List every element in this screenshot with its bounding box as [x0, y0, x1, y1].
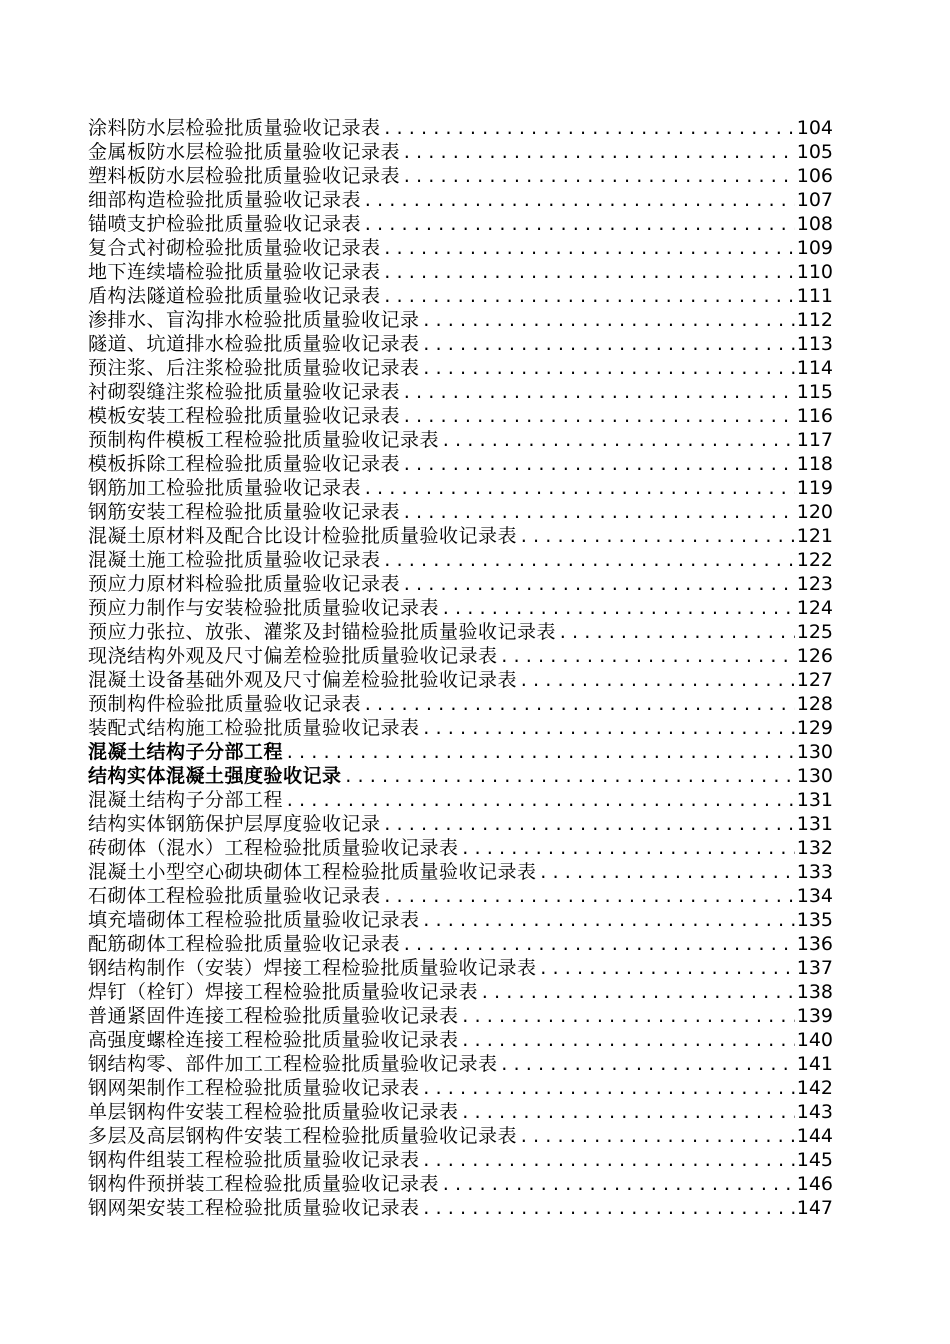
toc-entry-page-number: 139: [796, 1005, 833, 1027]
toc-entry-page-number: 136: [796, 933, 833, 955]
toc-entry-page-number: 141: [796, 1053, 833, 1075]
toc-entry[interactable]: [88, 1076, 833, 1100]
toc-entry[interactable]: [88, 596, 833, 620]
toc-entry-title: 钢网架安装工程检验批质量验收记录表: [88, 1197, 420, 1219]
toc-dot-leader: [422, 309, 795, 332]
toc-entry-page-number: 124: [796, 597, 833, 619]
toc-entry-page-number: 129: [796, 717, 833, 739]
toc-entry-title: 复合式衬砌检验批质量验收记录表: [88, 237, 381, 259]
toc-entry[interactable]: [88, 284, 833, 308]
table-of-contents: [88, 116, 833, 1220]
toc-entry-page-number: 132: [796, 837, 833, 859]
toc-entry-title: 涂料防水层检验批质量验收记录表: [88, 117, 381, 139]
toc-dot-leader: [422, 1149, 795, 1172]
toc-dot-leader: [383, 813, 795, 836]
toc-entry[interactable]: [88, 1004, 833, 1028]
toc-entry-title: 现浇结构外观及尺寸偏差检验批质量验收记录表: [88, 645, 498, 667]
toc-entry[interactable]: [88, 980, 833, 1004]
toc-dot-leader: [383, 885, 795, 908]
toc-dot-leader: [519, 1125, 795, 1148]
toc-dot-leader: [363, 477, 795, 500]
toc-dot-leader: [402, 573, 795, 596]
toc-dot-leader: [422, 909, 795, 932]
toc-entry[interactable]: [88, 452, 833, 476]
toc-entry-page-number: 110: [796, 261, 833, 283]
toc-dot-leader: [363, 213, 795, 236]
toc-entry[interactable]: [88, 908, 833, 932]
toc-entry-title: 钢构件组装工程检验批质量验收记录表: [88, 1149, 420, 1171]
toc-entry-page-number: 126: [796, 645, 833, 667]
toc-dot-leader: [285, 789, 795, 812]
toc-dot-leader: [402, 165, 795, 188]
toc-entry[interactable]: [88, 428, 833, 452]
toc-entry[interactable]: [88, 884, 833, 908]
toc-entry[interactable]: [88, 1100, 833, 1124]
toc-entry-title: 预应力原材料检验批质量验收记录表: [88, 573, 401, 595]
toc-entry-title: 石砌体工程检验批质量验收记录表: [88, 885, 381, 907]
toc-entry-page-number: 119: [796, 477, 833, 499]
toc-entry[interactable]: [88, 188, 833, 212]
toc-entry-page-number: 106: [796, 165, 833, 187]
toc-entry-title: 模板拆除工程检验批质量验收记录表: [88, 453, 401, 475]
toc-dot-leader: [383, 117, 795, 140]
toc-entry-page-number: 113: [796, 333, 833, 355]
toc-dot-leader: [480, 981, 795, 1004]
toc-dot-leader: [539, 957, 795, 980]
toc-dot-leader: [383, 549, 795, 572]
toc-entry-page-number: 135: [796, 909, 833, 931]
toc-entry-title: 结构实体钢筋保护层厚度验收记录: [88, 813, 381, 835]
toc-entry-page-number: 147: [796, 1197, 833, 1219]
toc-entry-page-number: 118: [796, 453, 833, 475]
toc-entry-page-number: 131: [796, 813, 833, 835]
toc-entry-title: 预注浆、后注浆检验批质量验收记录表: [88, 357, 420, 379]
toc-entry-title: 塑料板防水层检验批质量验收记录表: [88, 165, 401, 187]
toc-dot-leader: [363, 189, 795, 212]
toc-entry-page-number: 121: [796, 525, 833, 547]
toc-dot-leader: [422, 717, 795, 740]
toc-entry[interactable]: [88, 740, 833, 764]
toc-entry-title: 单层钢构件安装工程检验批质量验收记录表: [88, 1101, 459, 1123]
toc-entry-title: 高强度螺栓连接工程检验批质量验收记录表: [88, 1029, 459, 1051]
toc-entry-title: 隧道、坑道排水检验批质量验收记录表: [88, 333, 420, 355]
toc-entry-title: 混凝土设备基础外观及尺寸偏差检验批验收记录表: [88, 669, 518, 691]
toc-dot-leader: [383, 285, 795, 308]
toc-dot-leader: [519, 525, 795, 548]
toc-entry-page-number: 125: [796, 621, 833, 643]
toc-dot-leader: [402, 933, 795, 956]
toc-entry-title: 混凝土原材料及配合比设计检验批质量验收记录表: [88, 525, 518, 547]
toc-dot-leader: [441, 597, 795, 620]
toc-entry[interactable]: [88, 788, 833, 812]
toc-entry[interactable]: [88, 524, 833, 548]
toc-entry-page-number: 116: [796, 405, 833, 427]
toc-entry-page-number: 122: [796, 549, 833, 571]
toc-dot-leader: [285, 741, 795, 764]
toc-dot-leader: [402, 501, 795, 524]
toc-entry-title: 预制构件检验批质量验收记录表: [88, 693, 362, 715]
toc-entry-page-number: 115: [796, 381, 833, 403]
toc-dot-leader: [402, 381, 795, 404]
toc-dot-leader: [461, 1005, 795, 1028]
toc-entry[interactable]: [88, 1196, 833, 1220]
toc-entry-title: 混凝土结构子分部工程: [88, 741, 284, 763]
toc-entry[interactable]: [88, 1172, 833, 1196]
toc-entry[interactable]: [88, 692, 833, 716]
toc-entry-title: 钢结构零、部件加工工程检验批质量验收记录表: [88, 1053, 498, 1075]
toc-entry-page-number: 140: [796, 1029, 833, 1051]
toc-entry-title: 地下连续墙检验批质量验收记录表: [88, 261, 381, 283]
toc-entry-page-number: 114: [796, 357, 833, 379]
toc-dot-leader: [441, 1173, 795, 1196]
toc-entry[interactable]: [88, 1052, 833, 1076]
toc-entry-page-number: 111: [796, 285, 833, 307]
toc-entry[interactable]: [88, 548, 833, 572]
toc-entry-title: 预应力制作与安装检验批质量验收记录表: [88, 597, 440, 619]
toc-entry-page-number: 112: [796, 309, 833, 331]
toc-entry[interactable]: [88, 212, 833, 236]
toc-dot-leader: [441, 429, 795, 452]
toc-entry-page-number: 137: [796, 957, 833, 979]
toc-dot-leader: [402, 453, 795, 476]
toc-entry-title: 钢构件预拼装工程检验批质量验收记录表: [88, 1173, 440, 1195]
toc-entry[interactable]: [88, 836, 833, 860]
toc-dot-leader: [402, 405, 795, 428]
toc-entry[interactable]: [88, 1028, 833, 1052]
toc-entry-title: 钢结构制作（安装）焊接工程检验批质量验收记录表: [88, 957, 537, 979]
toc-entry[interactable]: [88, 716, 833, 740]
toc-entry-title: 模板安装工程检验批质量验收记录表: [88, 405, 401, 427]
toc-entry-page-number: 104: [796, 117, 833, 139]
toc-entry-title: 盾构法隧道检验批质量验收记录表: [88, 285, 381, 307]
toc-entry-page-number: 107: [796, 189, 833, 211]
toc-entry[interactable]: [88, 500, 833, 524]
toc-entry-page-number: 130: [796, 741, 833, 763]
toc-entry-page-number: 134: [796, 885, 833, 907]
toc-entry-title: 普通紧固件连接工程检验批质量验收记录表: [88, 1005, 459, 1027]
toc-entry[interactable]: [88, 644, 833, 668]
toc-dot-leader: [519, 669, 795, 692]
toc-entry-title: 混凝土施工检验批质量验收记录表: [88, 549, 381, 571]
toc-entry[interactable]: [88, 308, 833, 332]
toc-entry[interactable]: [88, 260, 833, 284]
toc-entry-title: 填充墙砌体工程检验批质量验收记录表: [88, 909, 420, 931]
toc-entry-title: 混凝土小型空心砌块砌体工程检验批质量验收记录表: [88, 861, 537, 883]
toc-entry[interactable]: [88, 956, 833, 980]
toc-entry[interactable]: [88, 380, 833, 404]
toc-entry-title: 金属板防水层检验批质量验收记录表: [88, 141, 401, 163]
toc-entry-page-number: 145: [796, 1149, 833, 1171]
toc-entry-page-number: 138: [796, 981, 833, 1003]
toc-dot-leader: [363, 693, 795, 716]
toc-entry-title: 砖砌体（混水）工程检验批质量验收记录表: [88, 837, 459, 859]
toc-entry[interactable]: [88, 476, 833, 500]
toc-entry-page-number: 131: [796, 789, 833, 811]
toc-entry-page-number: 109: [796, 237, 833, 259]
toc-entry-page-number: 120: [796, 501, 833, 523]
toc-entry-title: 焊钉（栓钉）焊接工程检验批质量验收记录表: [88, 981, 479, 1003]
toc-entry[interactable]: [88, 620, 833, 644]
toc-entry-title: 锚喷支护检验批质量验收记录表: [88, 213, 362, 235]
toc-entry[interactable]: [88, 236, 833, 260]
toc-entry[interactable]: [88, 140, 833, 164]
toc-entry-title: 预应力张拉、放张、灌浆及封锚检验批质量验收记录表: [88, 621, 557, 643]
toc-entry-page-number: 105: [796, 141, 833, 163]
toc-entry-title: 钢筋安装工程检验批质量验收记录表: [88, 501, 401, 523]
toc-entry[interactable]: [88, 812, 833, 836]
toc-entry[interactable]: [88, 860, 833, 884]
toc-dot-leader: [422, 333, 795, 356]
toc-entry-page-number: 133: [796, 861, 833, 883]
toc-entry-page-number: 127: [796, 669, 833, 691]
toc-entry[interactable]: [88, 164, 833, 188]
toc-entry[interactable]: [88, 404, 833, 428]
toc-entry-title: 钢筋加工检验批质量验收记录表: [88, 477, 362, 499]
toc-entry[interactable]: [88, 764, 833, 788]
toc-entry-title: 衬砌裂缝注浆检验批质量验收记录表: [88, 381, 401, 403]
toc-dot-leader: [461, 1101, 795, 1124]
toc-entry-title: 配筋砌体工程检验批质量验收记录表: [88, 933, 401, 955]
toc-entry[interactable]: [88, 1124, 833, 1148]
toc-entry-page-number: 108: [796, 213, 833, 235]
toc-dot-leader: [500, 645, 795, 668]
toc-dot-leader: [422, 1077, 795, 1100]
toc-entry-title: 多层及高层钢构件安装工程检验批质量验收记录表: [88, 1125, 518, 1147]
toc-entry-page-number: 123: [796, 573, 833, 595]
toc-dot-leader: [402, 141, 795, 164]
toc-entry-page-number: 117: [796, 429, 833, 451]
toc-entry-page-number: 143: [796, 1101, 833, 1123]
toc-entry-title: 混凝土结构子分部工程: [88, 789, 284, 811]
toc-entry[interactable]: [88, 668, 833, 692]
toc-dot-leader: [344, 765, 795, 788]
toc-entry[interactable]: [88, 356, 833, 380]
toc-entry-title: 装配式结构施工检验批质量验收记录表: [88, 717, 420, 739]
toc-entry-page-number: 142: [796, 1077, 833, 1099]
toc-dot-leader: [558, 621, 795, 644]
toc-dot-leader: [500, 1053, 795, 1076]
toc-entry-page-number: 144: [796, 1125, 833, 1147]
toc-dot-leader: [383, 237, 795, 260]
toc-entry[interactable]: [88, 932, 833, 956]
toc-entry[interactable]: [88, 332, 833, 356]
toc-entry-title: 预制构件模板工程检验批质量验收记录表: [88, 429, 440, 451]
toc-dot-leader: [461, 837, 795, 860]
toc-dot-leader: [422, 1197, 795, 1220]
toc-entry[interactable]: [88, 572, 833, 596]
toc-entry-title: 渗排水、盲沟排水检验批质量验收记录: [88, 309, 420, 331]
toc-entry[interactable]: [88, 1148, 833, 1172]
toc-dot-leader: [461, 1029, 795, 1052]
toc-entry-page-number: 128: [796, 693, 833, 715]
toc-entry-title: 细部构造检验批质量验收记录表: [88, 189, 362, 211]
toc-entry-page-number: 130: [796, 765, 833, 787]
toc-entry-title: 钢网架制作工程检验批质量验收记录表: [88, 1077, 420, 1099]
toc-entry-title: 结构实体混凝土强度验收记录: [88, 765, 342, 787]
toc-entry-page-number: 146: [796, 1173, 833, 1195]
toc-entry[interactable]: [88, 116, 833, 140]
toc-dot-leader: [383, 261, 795, 284]
toc-dot-leader: [422, 357, 795, 380]
toc-dot-leader: [539, 861, 795, 884]
